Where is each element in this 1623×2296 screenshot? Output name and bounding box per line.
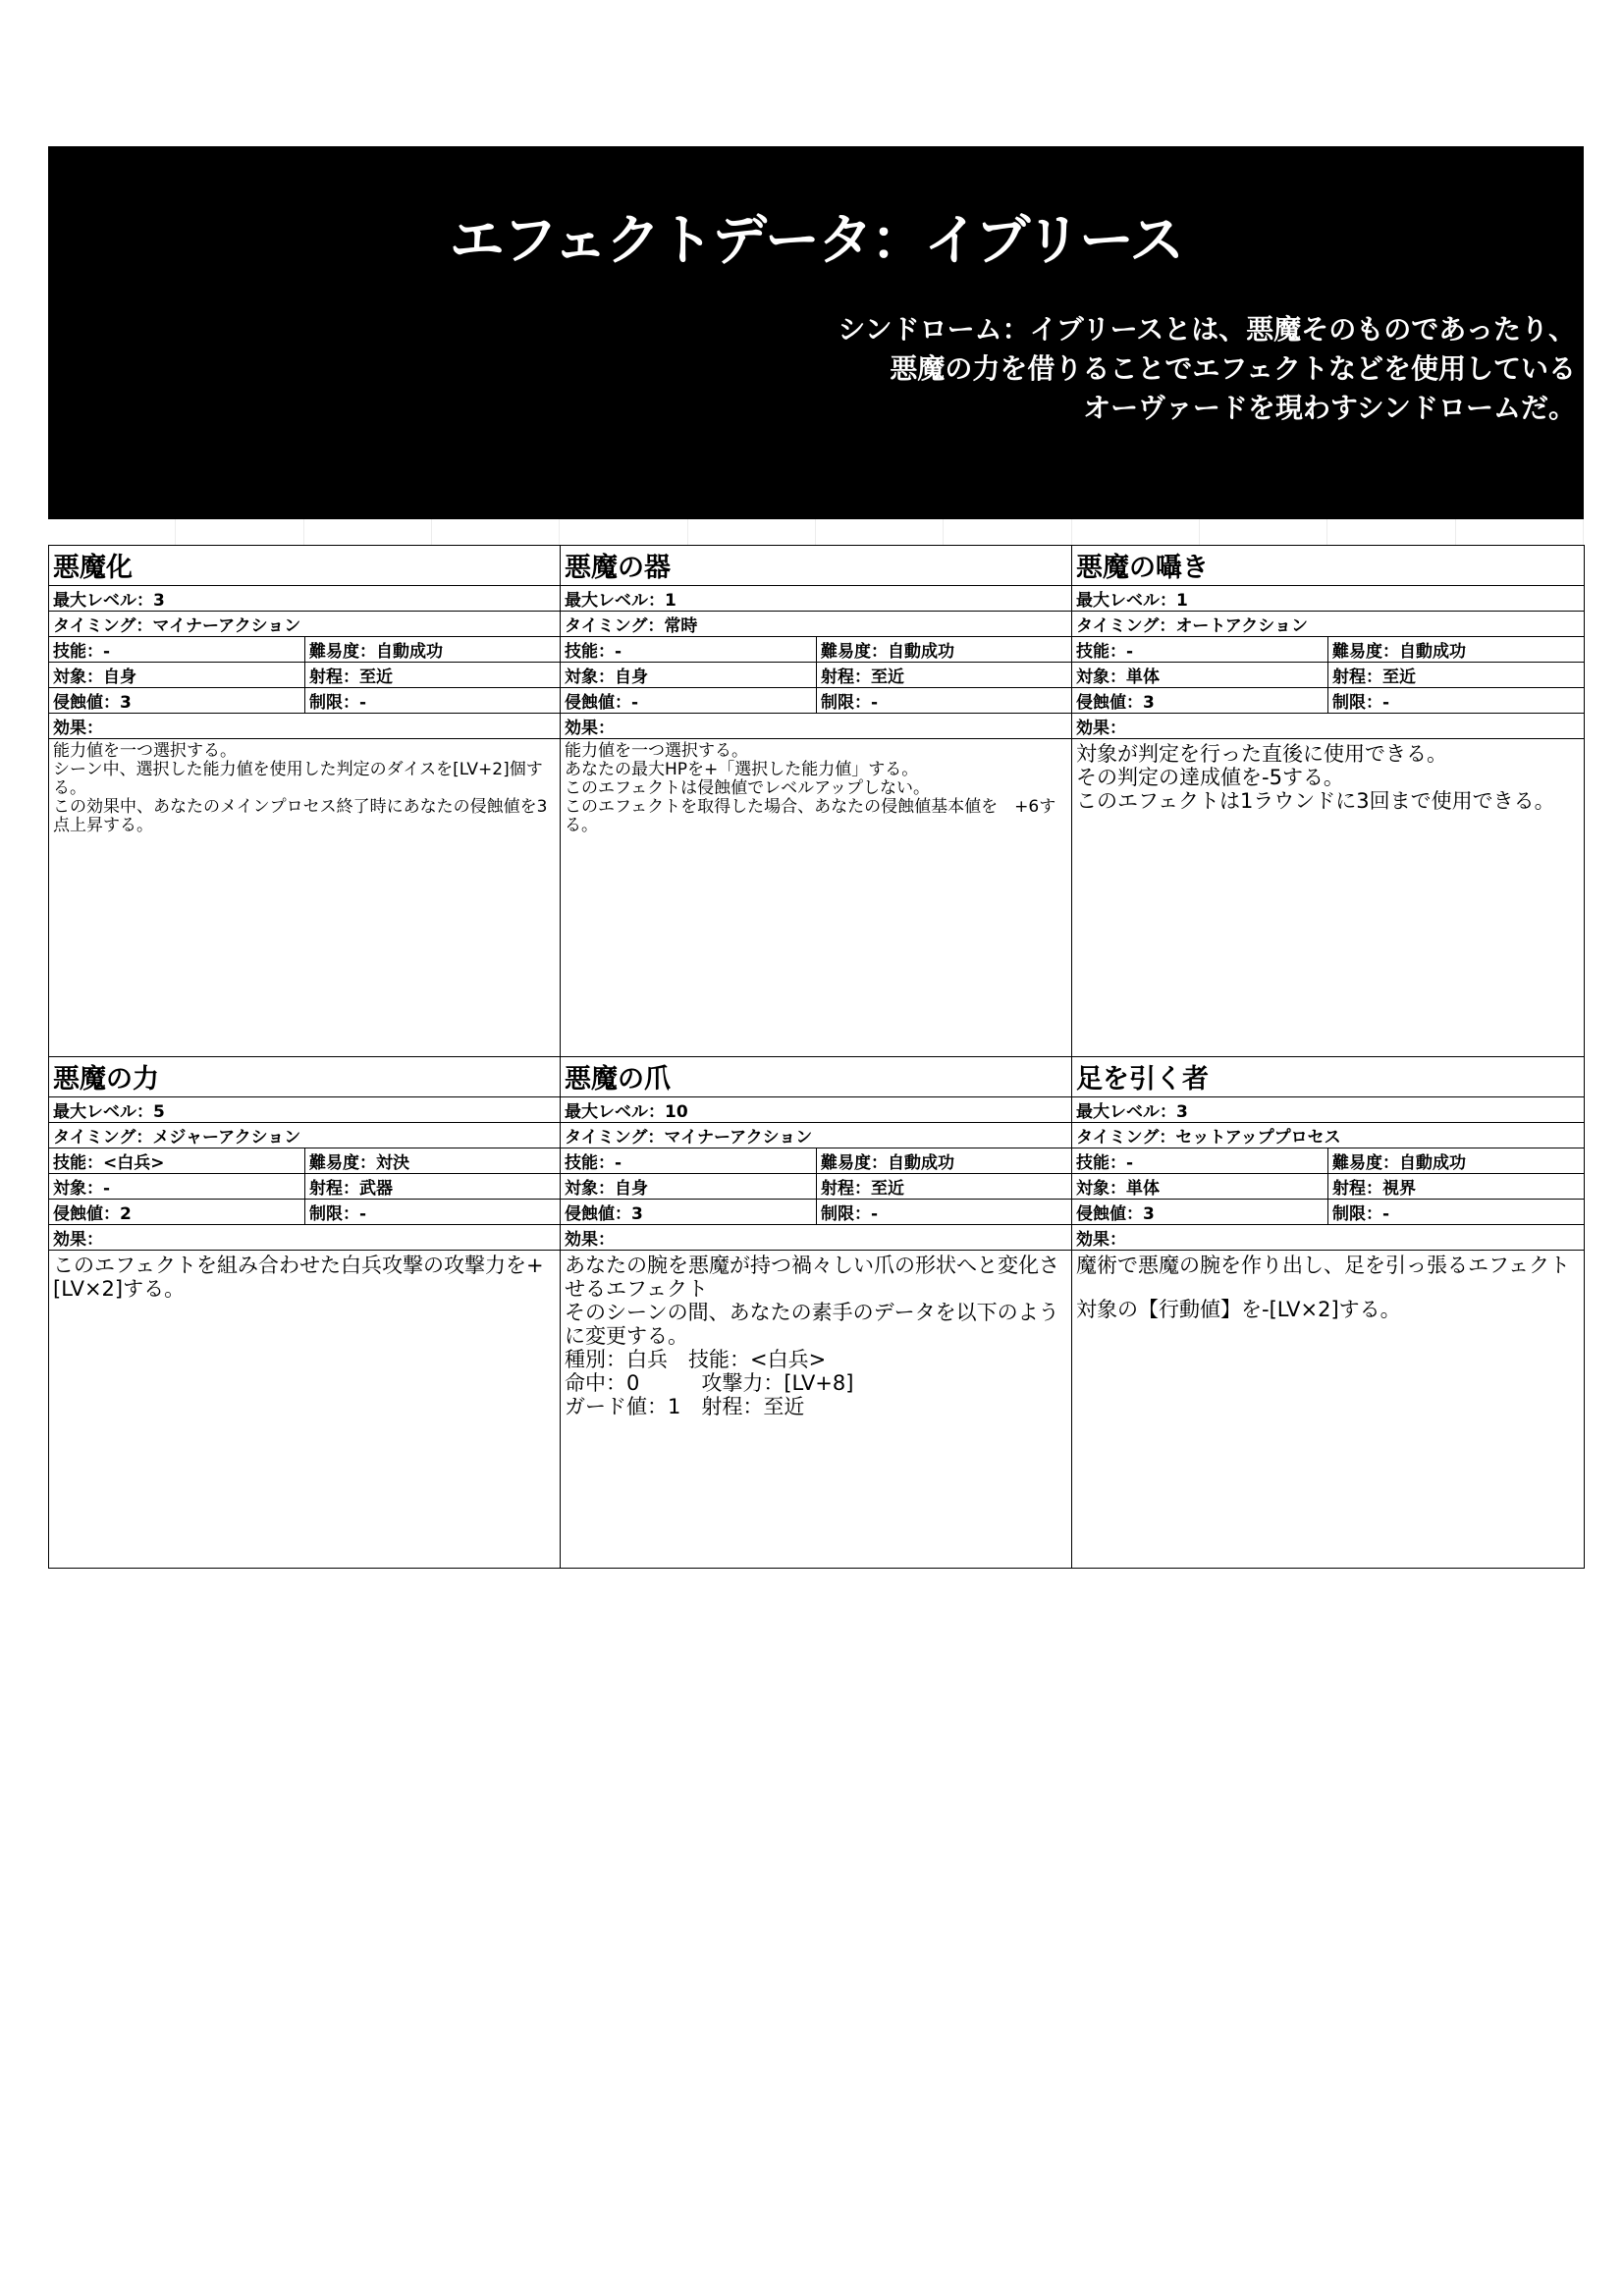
- range: 射程：武器: [305, 1174, 561, 1200]
- limit: 制限：-: [817, 1200, 1072, 1225]
- description-line: 悪魔の力を借りることでエフェクトなどを使用している: [890, 352, 1576, 385]
- effect-line: 能力値を一つ選択する。: [565, 741, 748, 761]
- max-level: 最大レベル：10: [561, 1097, 1072, 1123]
- timing: タイミング：オートアクション: [1072, 612, 1585, 637]
- effect-line: 魔術で悪魔の腕を作り出し、足を引っ張るエフェクト: [1076, 1254, 1570, 1277]
- description-line: シンドローム：イブリースとは、悪魔そのものであったり、: [838, 313, 1576, 346]
- limit: 制限：-: [1328, 688, 1585, 714]
- range: 射程：至近: [305, 663, 561, 688]
- effect-line: 命中：0 攻撃力：[LV+8]: [565, 1371, 854, 1395]
- target: 対象：自身: [561, 1174, 817, 1200]
- effect-line: 種別：白兵 技能：<白兵>: [565, 1348, 827, 1371]
- effect-name: 悪魔の爪: [561, 1057, 1072, 1097]
- max-level: 最大レベル：3: [49, 586, 561, 612]
- range: 射程：至近: [817, 1174, 1072, 1200]
- difficulty: 難易度：自動成功: [305, 637, 561, 663]
- effect-line: このエフェクトを組み合わせた白兵攻撃の攻撃力を+[LV×2]する。: [53, 1254, 544, 1301]
- skill: 技能：-: [1072, 637, 1328, 663]
- timing: タイミング：メジャーアクション: [49, 1123, 561, 1148]
- skill: 技能：<白兵>: [49, 1148, 305, 1174]
- range: 射程：至近: [817, 663, 1072, 688]
- max-level: 最大レベル：3: [1072, 1097, 1585, 1123]
- limit: 制限：-: [305, 1200, 561, 1225]
- erosion-value: 侵蝕値：3: [1072, 1200, 1328, 1225]
- erosion-value: 侵蝕値：3: [561, 1200, 817, 1225]
- target: 対象：-: [49, 1174, 305, 1200]
- effect-line: あなたの最大HPを+「選択した能力値」する。: [565, 760, 919, 779]
- effect-line: このエフェクトは侵蝕値でレベルアップしない。: [565, 778, 930, 798]
- spreadsheet-gridlines: [48, 519, 1584, 545]
- effect-line: そのシーンの間、あなたの素手のデータを以下のように変更する。: [565, 1301, 1059, 1348]
- max-level: 最大レベル：5: [49, 1097, 561, 1123]
- effect-text: [1072, 739, 1585, 1057]
- effect-label: 効果：: [49, 1225, 561, 1251]
- effect-name: 悪魔化: [49, 546, 561, 586]
- difficulty: 難易度：対決: [305, 1148, 561, 1174]
- effect-name: 悪魔の力: [49, 1057, 561, 1097]
- effect-line: シーン中、選択した能力値を使用した判定のダイスを[LV+2]個する。: [53, 760, 543, 798]
- skill: 技能：-: [561, 637, 817, 663]
- effect-line: あなたの腕を悪魔が持つ禍々しい爪の形状へと変化させるエフェクト: [565, 1254, 1059, 1301]
- effect-line: この効果中、あなたのメインプロセス終了時にあなたの侵蝕値を3点上昇する。: [53, 797, 548, 835]
- timing: タイミング：マイナーアクション: [49, 612, 561, 637]
- effect-line: 能力値を一つ選択する。: [53, 741, 237, 761]
- effect-text: [561, 739, 1072, 1057]
- effect-table: [48, 545, 1585, 1569]
- effect-name: 悪魔の器: [561, 546, 1072, 586]
- effect-line: ガード値：1 射程：至近: [565, 1395, 805, 1418]
- range: 射程：至近: [1328, 663, 1585, 688]
- effect-text: [49, 739, 561, 1057]
- skill: 技能：-: [1072, 1148, 1328, 1174]
- effect-label: 効果：: [1072, 714, 1585, 739]
- erosion-value: 侵蝕値：2: [49, 1200, 305, 1225]
- target: 対象：自身: [561, 663, 817, 688]
- limit: 制限：-: [817, 688, 1072, 714]
- syndrome-description: [838, 310, 1576, 428]
- difficulty: 難易度：自動成功: [1328, 1148, 1585, 1174]
- timing: タイミング：マイナーアクション: [561, 1123, 1072, 1148]
- target: 対象：単体: [1072, 663, 1328, 688]
- target: 対象：自身: [49, 663, 305, 688]
- skill: 技能：-: [561, 1148, 817, 1174]
- effect-line: その判定の達成値を-5する。: [1076, 766, 1344, 789]
- skill: 技能：-: [49, 637, 305, 663]
- erosion-value: 侵蝕値：3: [49, 688, 305, 714]
- effect-line: [1076, 1277, 1580, 1298]
- page-title: エフェクトデータ：イブリース: [449, 209, 1183, 273]
- effect-line: このエフェクトを取得した場合、あなたの侵蝕値基本値を +6する。: [565, 797, 1056, 835]
- header-banner: [48, 146, 1584, 519]
- max-level: 最大レベル：1: [1072, 586, 1585, 612]
- difficulty: 難易度：自動成功: [817, 1148, 1072, 1174]
- limit: 制限：-: [305, 688, 561, 714]
- timing: タイミング：常時: [561, 612, 1072, 637]
- effect-text: [1072, 1251, 1585, 1569]
- effect-line: このエフェクトは1ラウンドに3回まで使用できる。: [1076, 789, 1555, 813]
- effect-text: [561, 1251, 1072, 1569]
- effect-label: 効果：: [49, 714, 561, 739]
- difficulty: 難易度：自動成功: [1328, 637, 1585, 663]
- effect-label: 効果：: [561, 1225, 1072, 1251]
- effect-name: 足を引く者: [1072, 1057, 1585, 1097]
- effect-line: 対象が判定を行った直後に使用できる。: [1076, 742, 1447, 766]
- difficulty: 難易度：自動成功: [817, 637, 1072, 663]
- effect-name: 悪魔の囁き: [1072, 546, 1585, 586]
- range: 射程：視界: [1328, 1174, 1585, 1200]
- effect-label: 効果：: [1072, 1225, 1585, 1251]
- target: 対象：単体: [1072, 1174, 1328, 1200]
- timing: タイミング：セットアッププロセス: [1072, 1123, 1585, 1148]
- effect-line: 対象の【行動値】を-[LV×2]する。: [1076, 1298, 1401, 1321]
- erosion-value: 侵蝕値：3: [1072, 688, 1328, 714]
- description-line: オーヴァードを現わすシンドロームだ。: [1083, 392, 1576, 424]
- erosion-value: 侵蝕値：-: [561, 688, 817, 714]
- effect-label: 効果：: [561, 714, 1072, 739]
- limit: 制限：-: [1328, 1200, 1585, 1225]
- max-level: 最大レベル：1: [561, 586, 1072, 612]
- effect-text: [49, 1251, 561, 1569]
